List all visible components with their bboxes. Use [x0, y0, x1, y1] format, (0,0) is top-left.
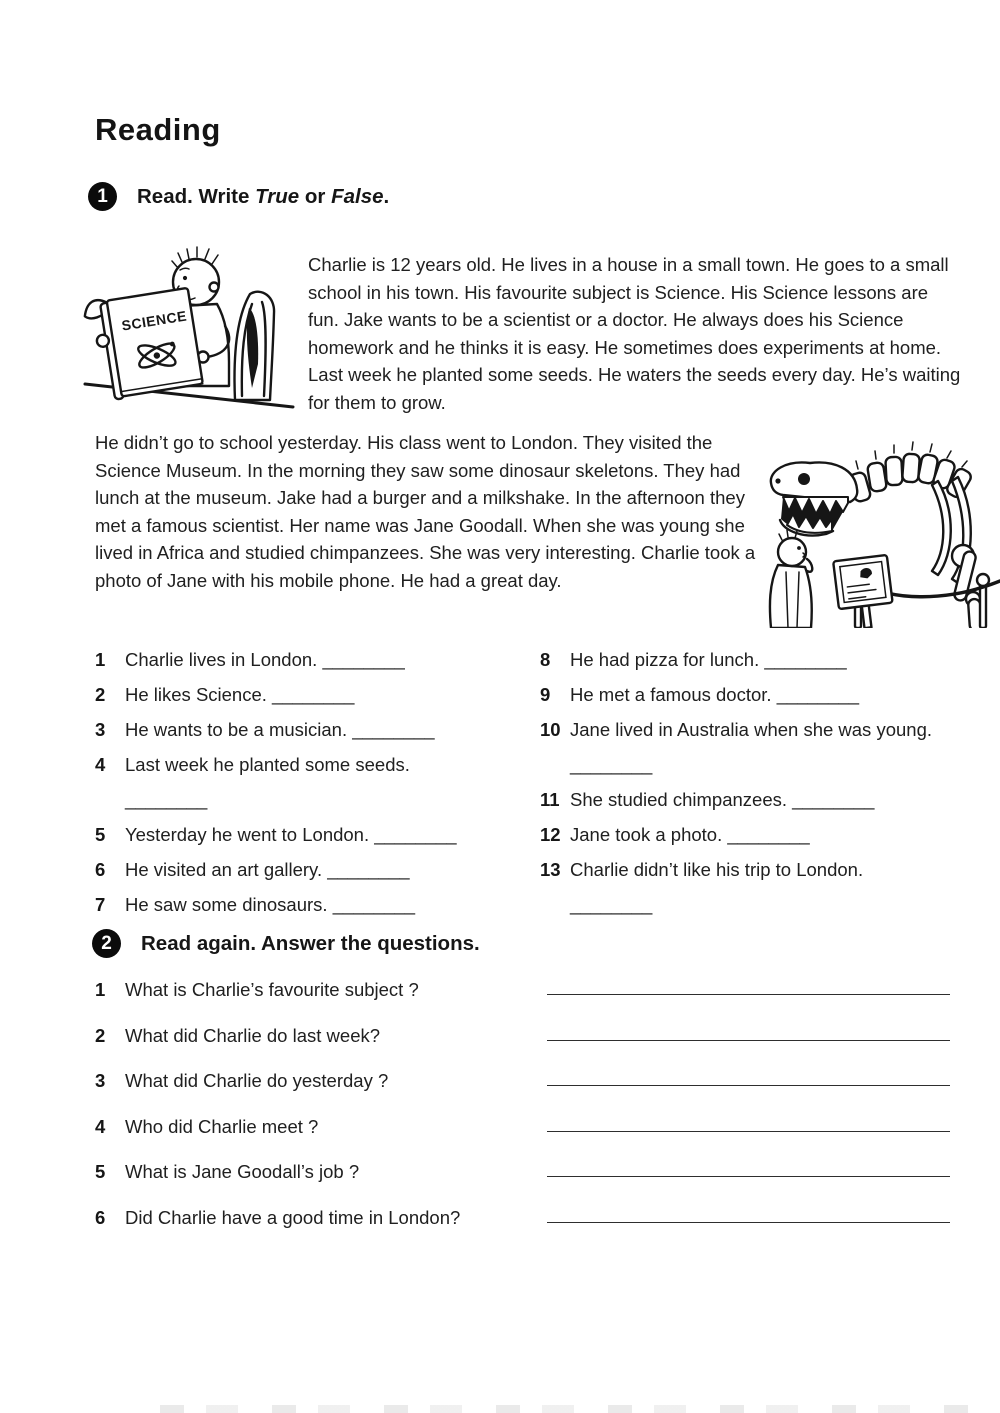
item-number: 4	[95, 754, 106, 775]
tf-item-1	[95, 642, 531, 677]
tf-item-3	[95, 712, 531, 747]
answer-blank[interactable]: ________	[570, 754, 653, 775]
boy-reading-illustration	[83, 236, 295, 418]
answer-line[interactable]	[547, 994, 950, 995]
tf-item-13	[540, 852, 988, 922]
item-text: Yesterday he went to London.	[125, 824, 370, 845]
question-4	[95, 1116, 955, 1162]
questions-list	[95, 979, 955, 1252]
item-text: Charlie didn’t like his trip to London.	[570, 859, 864, 880]
answer-blank[interactable]: ________	[352, 719, 435, 740]
question-text: Did Charlie have a good time in London?	[125, 1206, 461, 1228]
tf-item-5	[95, 817, 531, 852]
tf-item-7	[95, 887, 531, 922]
question-number: 5	[95, 1161, 106, 1182]
answer-blank[interactable]: ________	[764, 649, 847, 670]
tf-item-10	[540, 712, 988, 782]
question-2	[95, 1025, 955, 1071]
museum-sign	[833, 555, 895, 628]
question-text: What is Jane Goodall’s job ?	[125, 1161, 360, 1182]
answer-line[interactable]	[547, 1085, 950, 1086]
answer-blank[interactable]: ________	[776, 684, 859, 705]
raised-hand	[807, 559, 812, 572]
question-number: 2	[95, 1024, 106, 1046]
left-hand	[96, 334, 110, 348]
tf-item-2	[95, 677, 531, 712]
question-5	[95, 1161, 955, 1207]
leg-bones	[952, 545, 982, 628]
item-number: 3	[95, 719, 106, 740]
item-number: 12	[540, 824, 561, 845]
answer-blank[interactable]: ________	[374, 824, 457, 845]
skull	[771, 462, 857, 535]
ear	[210, 283, 219, 292]
item-text: He met a famous doctor.	[570, 684, 772, 705]
exercise2-number-badge: 2	[92, 929, 121, 958]
cut-off-text-strip	[160, 1405, 985, 1413]
item-text: He visited an art gallery.	[125, 859, 323, 880]
answer-blank[interactable]: ________	[327, 859, 410, 880]
tf-item-4	[95, 747, 531, 817]
item-number: 9	[540, 684, 551, 705]
item-text: Charlie lives in London.	[125, 649, 318, 670]
item-text: Last week he planted some seeds.	[125, 754, 410, 775]
item-text: He had pizza for lunch.	[570, 649, 760, 670]
item-number: 8	[540, 649, 551, 670]
exercise1-header	[88, 182, 389, 211]
true-false-left-column	[95, 642, 531, 922]
item-number: 7	[95, 894, 106, 915]
item-text: He likes Science.	[125, 684, 267, 705]
tf-item-8	[540, 642, 988, 677]
item-number: 13	[540, 859, 561, 880]
answer-line[interactable]	[547, 1040, 950, 1041]
item-number: 11	[540, 789, 560, 810]
eye-socket	[798, 473, 810, 485]
item-text: Jane lived in Australia when she was young.	[570, 719, 932, 740]
question-text: What did Charlie do last week?	[125, 1024, 381, 1046]
item-text: He wants to be a musician.	[125, 719, 348, 740]
vertebrae	[848, 442, 972, 503]
question-6	[95, 1207, 955, 1253]
exercise1-instruction: Read. Write True or False.	[137, 184, 390, 208]
tf-item-9	[540, 677, 988, 712]
reading-paragraph-1: Charlie is 12 years old. He lives in a house in a small town. He goes to a small school in his town. His favourite subject is Science. His Science lessons are fun. Jake wants to be a scientist or a doctor. He always does his Science homework and he thinks it is easy. He sometimes does experiments at home. Last week he planted some seeds. He waters the seeds every day. He’s waiting for them to grow.	[308, 254, 961, 413]
item-number: 1	[95, 649, 106, 670]
exercise1-number-badge: 1	[88, 182, 117, 211]
true-false-right-column	[540, 642, 988, 922]
answer-blank[interactable]: ________	[727, 824, 810, 845]
answer-line[interactable]	[547, 1222, 950, 1223]
item-number: 6	[95, 859, 106, 880]
nostril	[775, 478, 780, 483]
question-3	[95, 1070, 955, 1116]
item-text: He saw some dinosaurs.	[125, 894, 328, 915]
question-number: 1	[95, 979, 106, 1000]
answer-blank[interactable]: ________	[570, 894, 653, 915]
page-title: Reading	[95, 112, 221, 147]
question-text: What did Charlie do yesterday ?	[125, 1070, 389, 1091]
question-number: 4	[95, 1115, 106, 1137]
answer-blank[interactable]: ________	[125, 789, 208, 810]
tf-item-6	[95, 852, 531, 887]
dinosaur-skeleton-illustration	[762, 431, 1000, 628]
tf-item-12	[540, 817, 988, 852]
answer-blank[interactable]: ________	[322, 649, 405, 670]
reading-paragraph-2: He didn’t go to school yesterday. His class went to London. They visited the Science Museum. In the morning they saw some dinosaur skeletons. They had lunch at the museum. Jake had a burger and a milkshake. In the afternoon they met a famous scientist. Her name was Jane Goodall. When she was young she lived in Africa and studied chimpanzees. She was very interesting. Charlie took a photo of Jane with his mobile phone. He had a great day.	[95, 432, 756, 591]
exercise2-instruction: Read again. Answer the questions.	[141, 931, 480, 955]
chair	[235, 292, 275, 400]
question-1	[95, 979, 955, 1025]
answer-line[interactable]	[547, 1176, 950, 1177]
answer-line[interactable]	[547, 1131, 950, 1132]
answer-blank[interactable]: ________	[332, 894, 416, 915]
item-number: 2	[95, 684, 106, 705]
question-number: 3	[95, 1070, 106, 1091]
answer-blank[interactable]: ________	[792, 789, 875, 810]
question-text: What is Charlie’s favourite subject ?	[125, 979, 419, 1000]
book-title-label: SCIENCE	[120, 307, 188, 334]
visitor	[770, 530, 812, 628]
item-text: Jane took a photo.	[570, 824, 723, 845]
item-text: She studied chimpanzees.	[570, 789, 787, 810]
exercise2-header	[92, 929, 480, 958]
item-number: 5	[95, 824, 106, 845]
question-text: Who did Charlie meet ?	[125, 1115, 319, 1137]
tf-item-11	[540, 782, 988, 817]
answer-blank[interactable]: ________	[272, 684, 355, 705]
question-number: 6	[95, 1206, 106, 1228]
item-number: 10	[540, 719, 561, 740]
